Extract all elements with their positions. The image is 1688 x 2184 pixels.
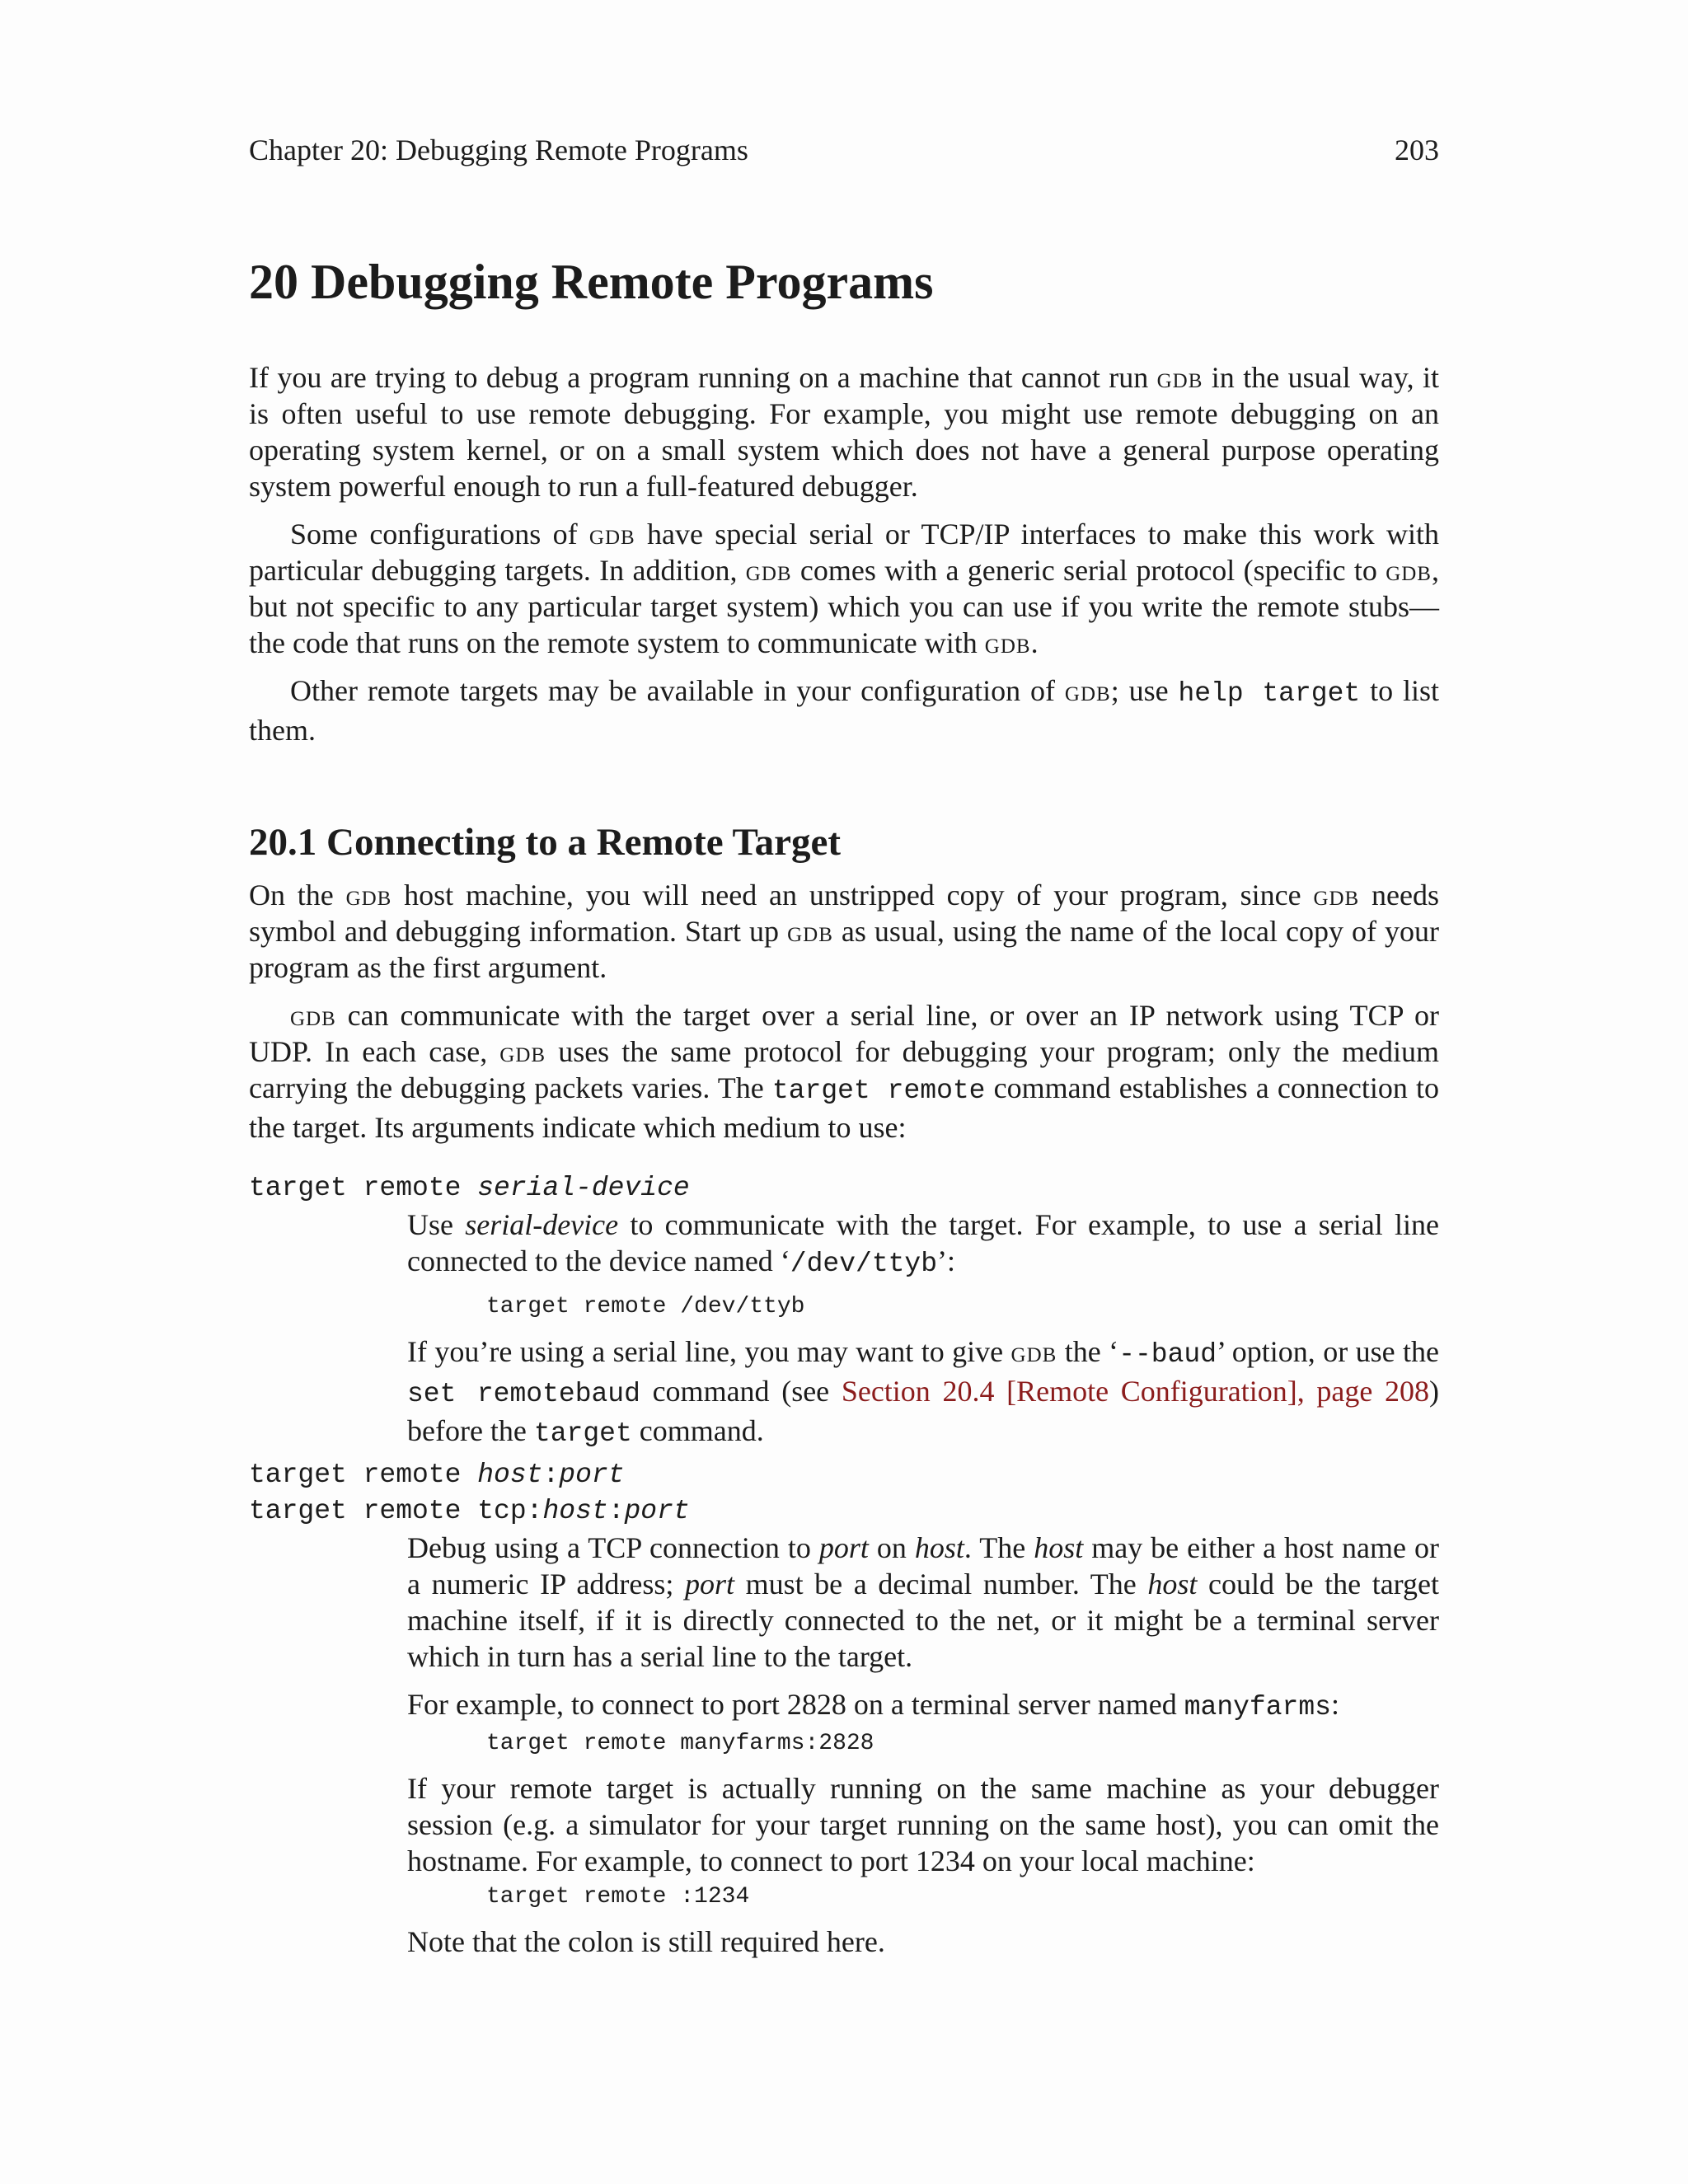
code-example: target remote /dev/ttyb xyxy=(486,1294,805,1319)
definition-paragraph: Note that the colon is still required here. xyxy=(407,1925,885,1958)
definition-paragraph: If you’re using a serial line, you may want to give gdb the ‘--baud’ option, or use the set remotebaud command (see Section 20.4 [Remote Configuration], page 208) before the target command. xyxy=(407,1335,1440,1449)
definition-paragraph: Use serial-device to communicate with the target. For example, to use a serial line connected to the device named ‘/dev/ttyb’: xyxy=(407,1208,1439,1279)
cross-reference-link[interactable]: Section 20.4 [Remote Configuration], page 208 xyxy=(841,1375,1429,1408)
definition-body xyxy=(407,1207,1439,1452)
definition-paragraph: If your remote target is actually running on the same machine as your debugger session (e.g. a simulator for your target running on the same host), you can omit the hostname. For example, to connect to port 1234 on your local machine: xyxy=(407,1772,1439,1877)
running-header xyxy=(249,130,1439,170)
definition-term: target remote tcp:host:port xyxy=(249,1496,690,1526)
intro-paragraph-2: Some configurations of gdb have special serial or TCP/IP interfaces to make this work with particular debugging targets. In addition, gdb comes with a generic serial protocol (specific to gdb, but not specific to any particular target system) which you can use if you write the remote stubs—the code that runs on the remote system to communicate with gdb. xyxy=(249,518,1439,659)
definition-term: target remote serial-device xyxy=(249,1173,690,1203)
page-number: 203 xyxy=(1395,134,1439,166)
intro-paragraph-1: If you are trying to debug a program running on a machine that cannot run gdb in the usual way, it is often useful to use remote debugging. For example, you might use remote debugging on an operating system kernel, or on a small system which does not have a general purpose operating system powerful enough to run a full-featured debugger. xyxy=(249,361,1439,503)
section-20-1 xyxy=(249,818,1439,1146)
section-paragraph-2: gdb can communicate with the target over a serial line, or over an IP network using TCP or UDP. In each case, gdb uses the same protocol for debugging your program; only the medium carrying the debugging packets varies. The target remote command establishes a connection to the target. Its arguments indicate which medium to use: xyxy=(249,999,1439,1144)
inline-code: help target xyxy=(1178,678,1361,709)
section-title: 20.1 Connecting to a Remote Target xyxy=(249,821,841,864)
definition-tcp xyxy=(249,1457,1439,1960)
inline-code: target remote xyxy=(771,1076,986,1106)
section-paragraph-1: On the gdb host machine, you will need an unstripped copy of your program, since gdb needs symbol and debugging information. Start up gdb as usual, using the name of the local copy of your program as the first argument. xyxy=(249,879,1439,984)
gdb-name: gdb xyxy=(1156,361,1203,394)
code-example: target remote manyfarms:2828 xyxy=(486,1731,874,1756)
definition-term: target remote host:port xyxy=(249,1460,625,1490)
definition-body xyxy=(407,1530,1439,1960)
definition-paragraph: For example, to connect to port 2828 on a terminal server named manyfarms: xyxy=(407,1688,1339,1722)
definition-paragraph: Debug using a TCP connection to port on host. The host may be either a host name or a numeric IP address; port must be a decimal number. The host could be the target machine itself, if it is directly connected to the net, or it might be a terminal server which in turn has a serial line to the target. xyxy=(407,1531,1439,1673)
definition-serial-device xyxy=(249,1170,1439,1452)
intro-paragraph-3: Other remote targets may be available in your configuration of gdb; use help target to list them. xyxy=(249,674,1439,747)
running-header-chapter: Chapter 20: Debugging Remote Programs xyxy=(249,134,748,166)
code-example: target remote :1234 xyxy=(486,1884,750,1910)
intro-section xyxy=(249,359,1439,748)
chapter-title: 20 Debugging Remote Programs xyxy=(249,255,934,309)
